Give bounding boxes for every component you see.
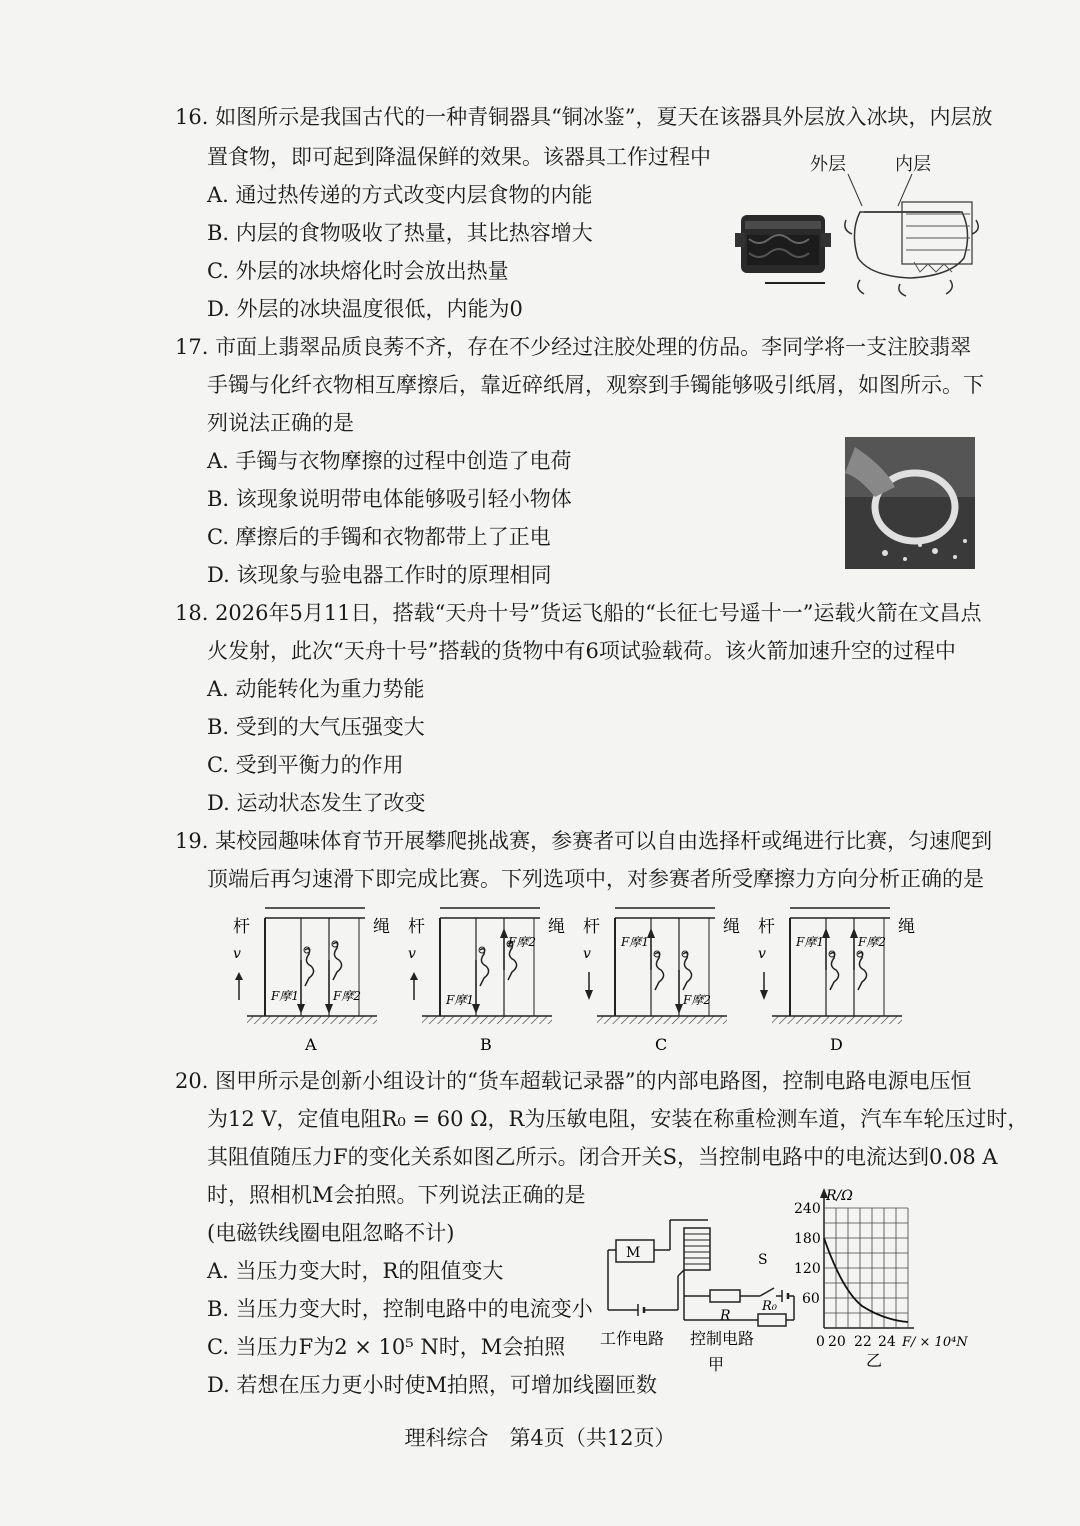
- q17-line2: 手镯与化纤衣物相互摩擦后，靠近碎纸屑，观察到手镯能够吸引纸屑，如图所示。下: [207, 373, 984, 397]
- q19-a-caption: A: [305, 1035, 317, 1054]
- graph-ytick-180: 180: [794, 1231, 821, 1247]
- camera-m-label: M: [626, 1245, 641, 1261]
- graph-xtick-24: 24: [878, 1334, 896, 1350]
- q17-option-a: A. 手镯与衣物摩擦的过程中创造了电荷: [207, 449, 572, 473]
- resistor-r-label: R: [720, 1308, 731, 1324]
- q19-c-rope-label: 绳: [723, 917, 740, 937]
- graph-ytick-120: 120: [794, 1261, 821, 1277]
- q18-option-b: B. 受到的大气压强变大: [207, 715, 425, 739]
- page-footer: 理科综合 第4页（共12页）: [404, 1426, 676, 1450]
- q20-option-b: B. 当压力变大时，控制电路中的电流变小: [207, 1297, 593, 1321]
- q19-c-caption: C: [655, 1035, 668, 1054]
- q20-line1: 20. 图甲所示是创新小组设计的“货车超载记录器”的内部电路图，控制电路电源电压恒: [175, 1069, 972, 1093]
- bracelet-photo: [845, 437, 975, 569]
- q18-line2: 火发射，此次“天舟十号”搭载的货物中有6项试验载荷。该火箭加速升空的过程中: [207, 639, 956, 663]
- work-circuit-label: 工作电路: [600, 1329, 665, 1348]
- graph-xlabel: F/ × 10⁴N: [902, 1335, 968, 1350]
- resistor-r0-label: R₀: [762, 1299, 777, 1314]
- q18-option-a: A. 动能转化为重力势能: [207, 677, 425, 701]
- q19-c-f1-label: F摩1: [621, 935, 649, 949]
- q19-panel-b: [408, 908, 565, 1054]
- q19-panel-c: [583, 908, 740, 1054]
- q19-b-f2-label: F摩2: [508, 935, 536, 949]
- q20-circuit-diagram: [598, 1210, 798, 1380]
- q18-option-c: C. 受到平衡力的作用: [207, 753, 404, 777]
- q20-line3: 其阻值随压力F的变化关系如图乙所示。闭合开关S，当控制电路中的电流达到0.08 A: [207, 1145, 998, 1169]
- circuit-caption: 甲: [708, 1355, 725, 1374]
- q17-option-b: B. 该现象说明带电体能够吸引轻小物体: [207, 487, 572, 511]
- q18-option-d: D. 运动状态发生了改变: [207, 791, 426, 815]
- vessel-cross-section-sketch: [840, 172, 985, 300]
- q19-panel-a: [233, 908, 390, 1054]
- q19-b-v-label: v: [408, 946, 416, 962]
- q19-d-rope-label: 绳: [898, 917, 915, 937]
- graph-ylabel: R/Ω: [826, 1188, 853, 1204]
- q16-option-a: A. 通过热传递的方式改变内层食物的内能: [207, 183, 593, 207]
- q16-inner-label: 内层: [895, 154, 931, 175]
- switch-s-label: S: [758, 1252, 768, 1268]
- graph-xtick-22: 22: [854, 1334, 872, 1350]
- q17-line3: 列说法正确的是: [207, 411, 354, 435]
- q16-line2: 置食物，即可起到降温保鲜的效果。该器具工作过程中: [207, 145, 711, 169]
- q19-b-caption: B: [480, 1035, 492, 1054]
- q17-option-c: C. 摩擦后的手镯和衣物都带上了正电: [207, 525, 551, 549]
- q16-option-b: B. 内层的食物吸收了热量，其比热容增大: [207, 221, 593, 245]
- q20-note: (电磁铁线圈电阻忽略不计): [207, 1221, 455, 1245]
- q19-d-v-label: v: [758, 946, 766, 962]
- q16-line1: 16. 如图所示是我国古代的一种青铜器具“铜冰鉴”，夏天在该器具外层放入冰块，内层放: [175, 105, 993, 129]
- q19-line1: 19. 某校园趣味体育节开展攀爬挑战赛，参赛者可以自由选择杆或绳进行比赛，匀速爬到: [175, 829, 993, 853]
- q16-option-d: D. 外层的冰块温度很低，内能为0: [207, 297, 523, 321]
- q19-b-pole-label: 杆: [408, 917, 425, 937]
- q20-option-c: C. 当压力F为2 × 10⁵ N时，M会拍照: [207, 1335, 566, 1359]
- q20-line2: 为12 V，定值电阻R₀ = 60 Ω，R为压敏电阻，安装在称重检测车道，汽车车轮压过时，: [207, 1107, 1029, 1131]
- q20-option-d: D. 若想在压力更小时使M拍照，可增加线圈匝数: [207, 1373, 657, 1397]
- q19-a-f2-label: F摩2: [333, 989, 361, 1003]
- q19-line2: 顶端后再匀速滑下即完成比赛。下列选项中，对参赛者所受摩擦力方向分析正确的是: [207, 867, 984, 891]
- q19-d-caption: D: [830, 1035, 843, 1054]
- graph-ytick-240: 240: [794, 1201, 821, 1217]
- q19-a-rope-label: 绳: [373, 917, 390, 937]
- q16-option-c: C. 外层的冰块熔化时会放出热量: [207, 259, 509, 283]
- q20-resistance-graph: [792, 1180, 982, 1370]
- q17-line1: 17. 市面上翡翠品质良莠不齐，存在不少经过注胶处理的仿品。李同学将一支注胶翡翠: [175, 335, 972, 359]
- graph-ytick-60: 60: [802, 1291, 820, 1307]
- q19-c-v-label: v: [583, 946, 591, 962]
- q19-a-v-label: v: [233, 946, 241, 962]
- q20-line4: 时，照相机M会拍照。下列说法正确的是: [207, 1183, 586, 1207]
- q19-d-f1-label: F摩1: [796, 935, 824, 949]
- q19-b-rope-label: 绳: [548, 917, 565, 937]
- q16-outer-label: 外层: [810, 154, 846, 175]
- graph-xtick-20: 20: [828, 1334, 846, 1350]
- q20-option-a: A. 当压力变大时，R的阻值变大: [207, 1259, 504, 1283]
- q19-d-f2-label: F摩2: [858, 935, 886, 949]
- graph-xtick-0: 0: [816, 1334, 825, 1350]
- q19-c-pole-label: 杆: [583, 917, 600, 937]
- q19-figures: [225, 900, 925, 1060]
- bronze-vessel-photo: [735, 205, 833, 285]
- q18-line1: 18. 2026年5月11日，搭载“天舟十号”货运飞船的“长征七号遥十一”运载火箭在文昌点: [175, 601, 982, 625]
- q19-b-f1-label: F摩1: [446, 993, 474, 1007]
- q19-a-pole-label: 杆: [233, 917, 250, 937]
- control-circuit-label: 控制电路: [690, 1329, 755, 1348]
- q19-d-pole-label: 杆: [758, 917, 775, 937]
- q19-c-f2-label: F摩2: [683, 993, 711, 1007]
- graph-caption: 乙: [866, 1351, 883, 1370]
- q19-a-f1-label: F摩1: [271, 989, 299, 1003]
- q17-option-d: D. 该现象与验电器工作时的原理相同: [207, 563, 552, 587]
- q19-panel-d: [758, 908, 915, 1054]
